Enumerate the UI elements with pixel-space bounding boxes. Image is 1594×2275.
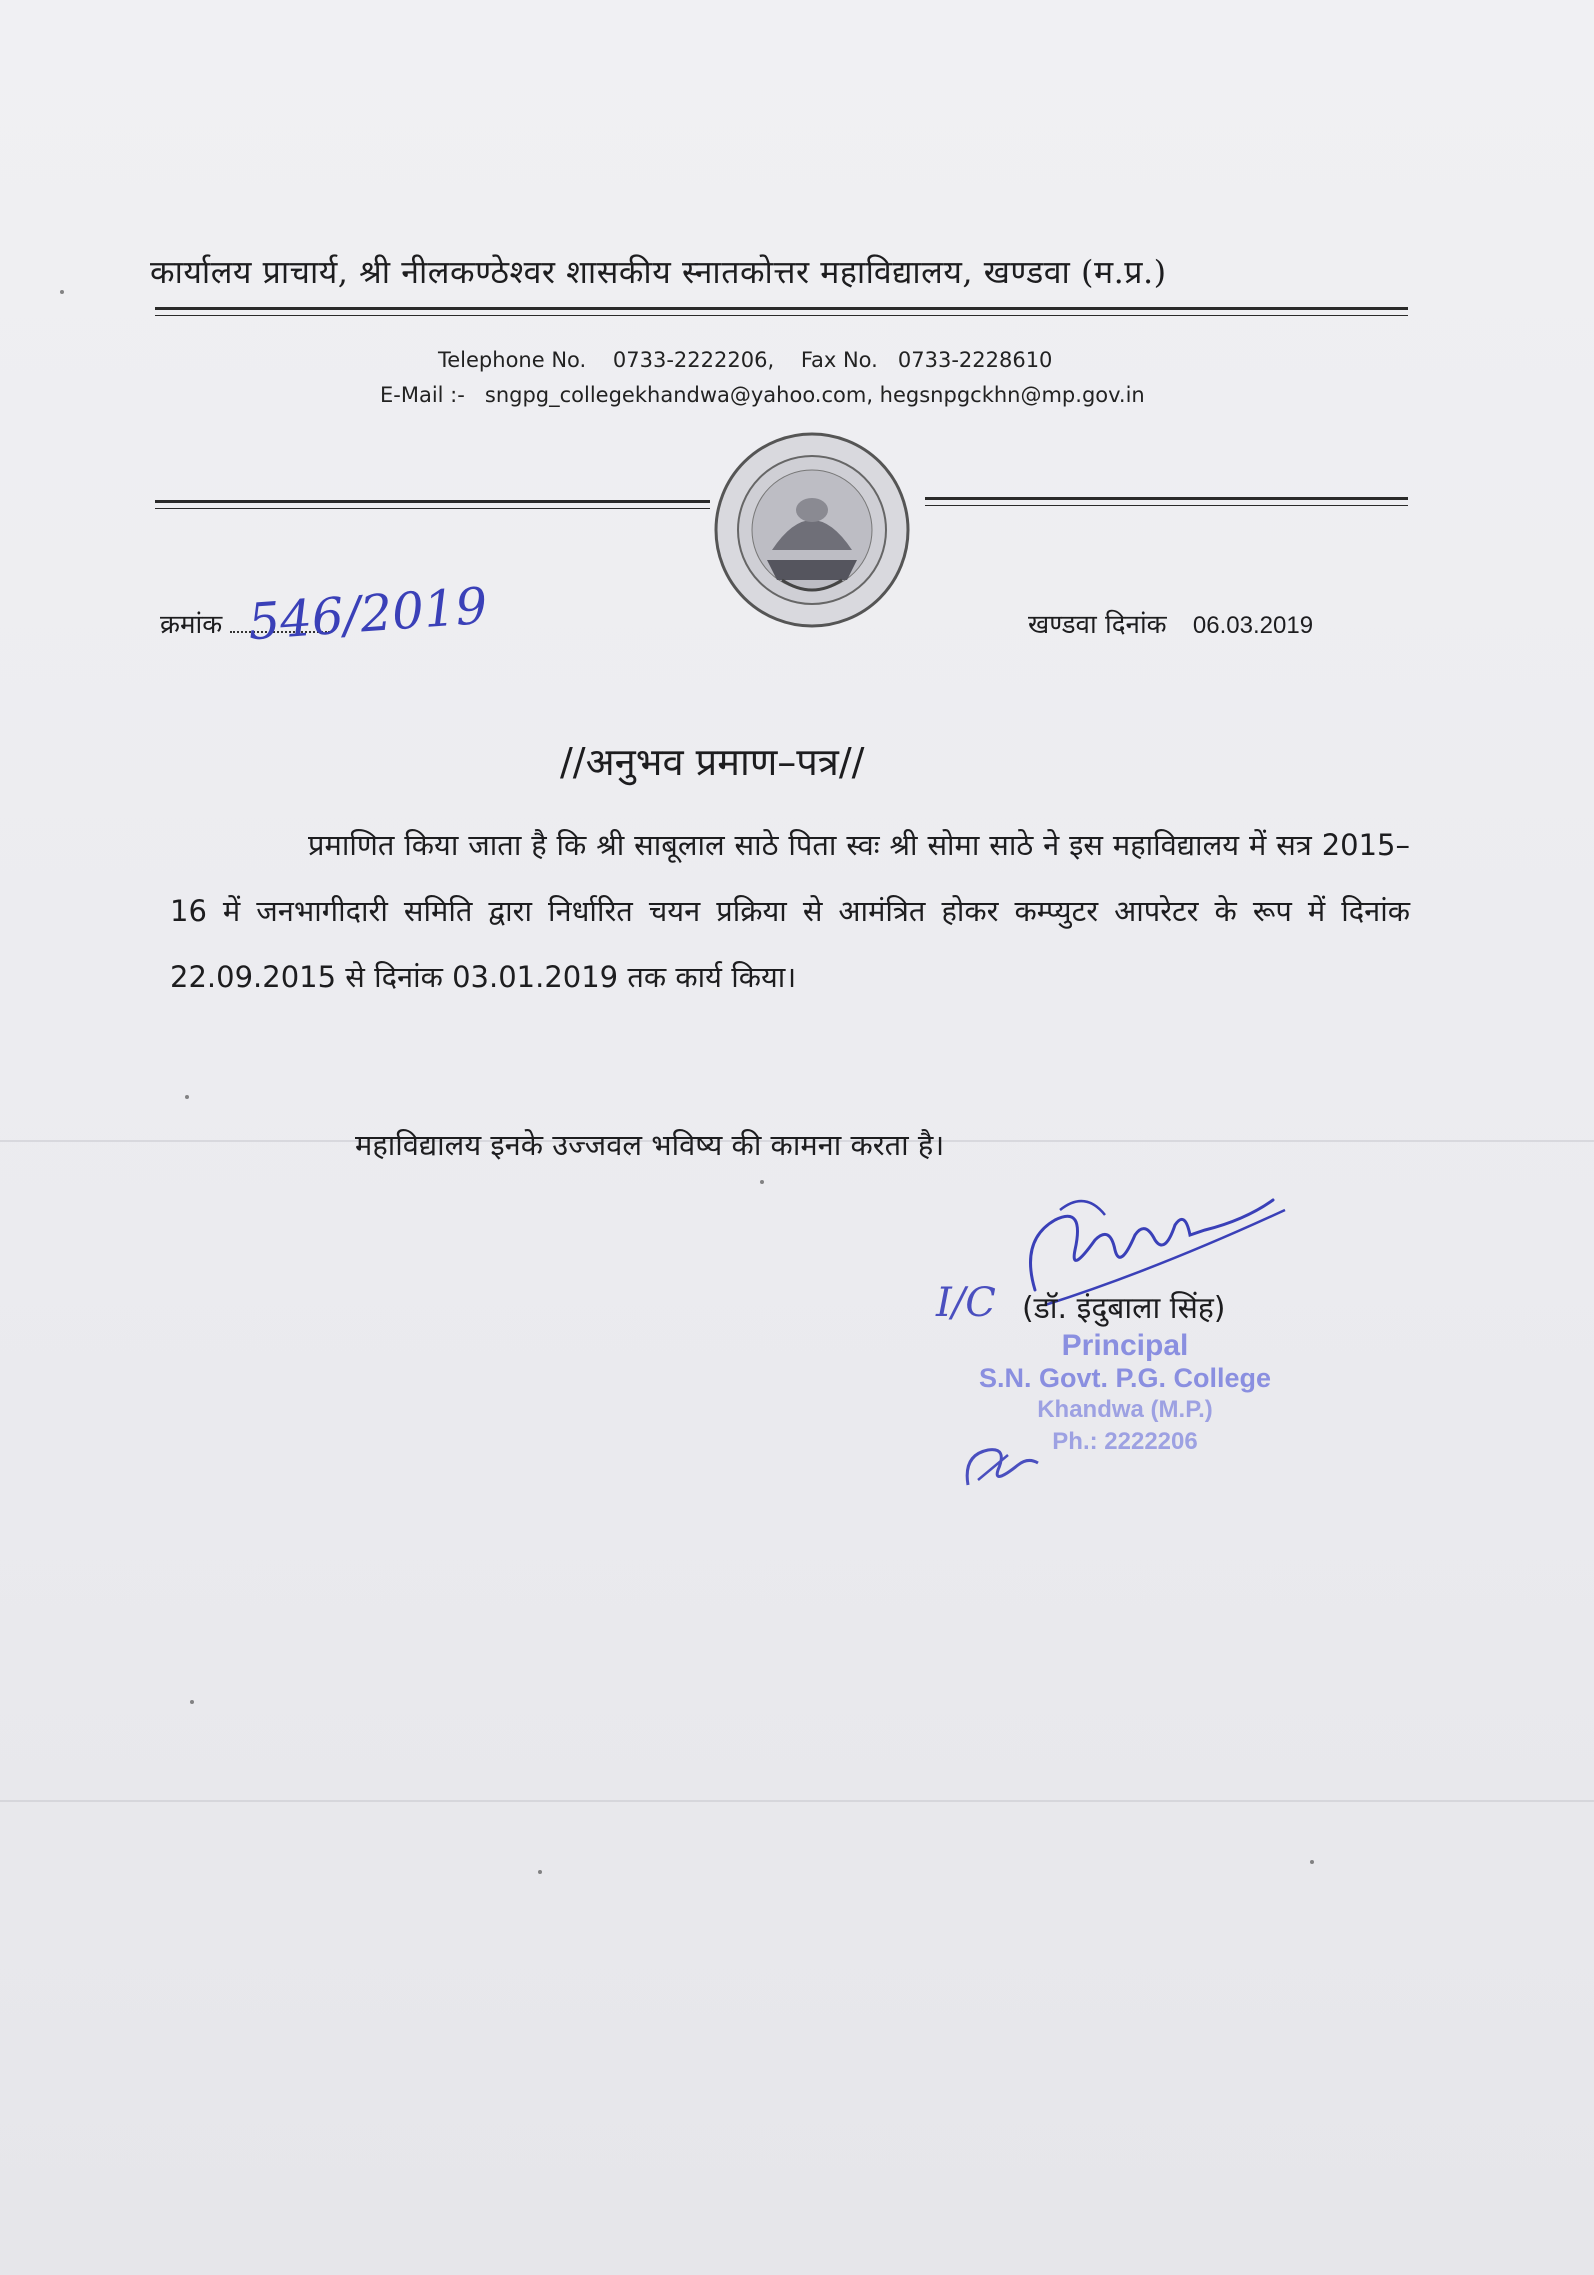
date-line bbox=[1028, 605, 1313, 641]
paper-fold bbox=[0, 1800, 1594, 1802]
reference-number-handwritten: 546/2019 bbox=[246, 576, 490, 652]
emblem-rule-left bbox=[155, 500, 710, 503]
certificate-body-paragraph: प्रमाणित किया जाता है कि श्री साबूलाल साठे पिता स्वः श्री सोमा साठे ने इस महाविद्यालय में सत्र 2015–16 में जनभागीदारी समिति द्वारा निर्धारित चयन प्रक्रिया से आमंत्रित होकर कम्प्युटर आपरेटर के रूप में दिनांक 22.09.2015 से दिनांक 03.01.2019 तक कार्य किया। bbox=[170, 828, 1410, 994]
stamp-line: Principal bbox=[1061, 1329, 1189, 1362]
certificate-title: //अनुभव प्रमाण–पत्र// bbox=[560, 740, 865, 784]
date-label: खण्डवा दिनांक bbox=[1028, 610, 1167, 640]
stamp-line: Ph.: 2222206 bbox=[1052, 1428, 1198, 1455]
college-emblem-icon bbox=[712, 430, 912, 630]
email-line bbox=[380, 383, 1145, 407]
stamp-line: Khandwa (M.P.) bbox=[1037, 1396, 1213, 1423]
fax-number: 0733-2228610 bbox=[897, 348, 1053, 372]
header-rule bbox=[155, 307, 1408, 310]
telephone-line bbox=[438, 348, 1052, 372]
speck bbox=[538, 1870, 542, 1874]
initials-scribble-icon bbox=[958, 1435, 1048, 1495]
email-addresses: sngpg_collegekhandwa@yahoo.com, hegsnpgckhn@mp.gov.in bbox=[484, 383, 1145, 407]
in-charge-prefix: I/C bbox=[936, 1280, 996, 1326]
speck bbox=[1310, 1860, 1314, 1864]
date-value: 06.03.2019 bbox=[1192, 612, 1314, 639]
signatory-name: (डॉ. इंदुबाला सिंह) bbox=[1022, 1291, 1226, 1326]
reference-label: क्रमांक bbox=[160, 610, 223, 640]
email-label: E-Mail :- bbox=[380, 383, 465, 407]
header-rule-thin bbox=[155, 315, 1408, 316]
speck bbox=[60, 290, 64, 294]
telephone-label: Telephone No. bbox=[438, 348, 587, 372]
speck bbox=[190, 1700, 194, 1704]
emblem-rule-right-thin bbox=[925, 505, 1408, 506]
telephone-number: 0733-2222206, bbox=[612, 348, 775, 372]
speck bbox=[760, 1180, 764, 1184]
stamp-line: S.N. Govt. P.G. College bbox=[978, 1363, 1272, 1393]
fax-label: Fax No. bbox=[800, 348, 878, 372]
emblem-rule-right bbox=[925, 497, 1408, 500]
emblem-rule-left-thin bbox=[155, 508, 710, 509]
office-header-title: कार्यालय प्राचार्य, श्री नीलकण्ठेश्वर शासकीय स्नातकोत्तर महाविद्यालय, खण्डवा (म.प्र.) bbox=[150, 253, 1167, 291]
certificate-closing-paragraph: महाविद्यालय इनके उज्जवल भविष्य की कामना करता है। bbox=[355, 1128, 945, 1162]
speck bbox=[185, 1095, 189, 1099]
